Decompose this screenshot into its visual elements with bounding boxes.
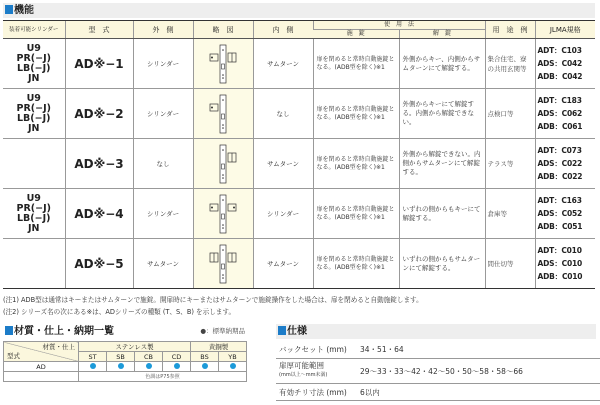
group-stainless: ステンレス製	[79, 342, 191, 352]
availability-cell	[107, 362, 135, 372]
table-row	[3, 189, 595, 239]
standard-dot-icon	[202, 363, 208, 369]
jlma-code: ADT：C073	[537, 146, 582, 155]
header-jlma: JLMA規格	[535, 21, 595, 39]
jlma-standard	[535, 139, 595, 189]
header-inner: 内 側	[253, 21, 313, 39]
unlock-method: いずれの側からもキーにて解錠する。	[399, 189, 485, 239]
outer-side: シリンダー	[133, 39, 193, 89]
outer-side: シリンダー	[133, 189, 193, 239]
jlma-code: ADB：C022	[537, 172, 583, 181]
section-marker-icon	[278, 326, 286, 335]
standard-dot-icon	[174, 363, 180, 369]
finish-bs: BS	[191, 352, 219, 362]
header-outer: 外 側	[133, 21, 193, 39]
lock-diagram-icon	[203, 142, 243, 186]
cylinder-name: JN	[28, 222, 40, 234]
cylinder-name: JN	[28, 122, 40, 134]
use-example: テラス等	[485, 139, 535, 189]
lock-diagram-icon	[203, 42, 243, 86]
spec-row	[276, 384, 600, 401]
table-row	[3, 139, 595, 189]
spec-value: 34・51・64	[360, 345, 404, 354]
section-marker-icon	[5, 326, 13, 335]
model: AD※−1	[65, 39, 133, 89]
jlma-code: ADS：C052	[537, 209, 583, 218]
finish-cd: CD	[163, 352, 191, 362]
legend-standard: ●：標準納期品	[200, 327, 245, 335]
cylinder-list	[3, 139, 65, 189]
lock-diagram	[193, 139, 253, 189]
jlma-standard	[535, 189, 595, 239]
group-brass: 黄銅製	[191, 342, 247, 352]
lock-method: 扉を閉めると常時自動施錠となる。(ADB型を除く)※1	[313, 189, 399, 239]
table-row	[3, 89, 595, 139]
jlma-code: ADB：C061	[537, 122, 583, 131]
spec-row	[276, 341, 600, 359]
function-table	[3, 20, 595, 289]
lock-method: 扉を閉めると常時自動施錠となる。(ADB型を除く)※1	[313, 89, 399, 139]
unlock-method: 外側から解錠できない。内側からサムターンにて解錠する。	[399, 139, 485, 189]
spec-label: 扉厚可能範囲	[279, 361, 324, 370]
outer-side: サムターン	[133, 239, 193, 289]
inner-side: なし	[253, 89, 313, 139]
spec-row	[276, 359, 600, 384]
standard-dot-icon	[230, 363, 236, 369]
finish-st: ST	[79, 352, 107, 362]
section-title-materials: 材質・仕上・納期一覧 ●：標準納期品	[3, 324, 247, 339]
standard-dot-icon	[146, 363, 152, 369]
jlma-code: ADS：C042	[537, 59, 583, 68]
availability-cell	[163, 362, 191, 372]
cylinder-name: LB(−J)	[17, 212, 51, 224]
corner-cell: 材質・仕上 型式	[4, 342, 79, 362]
cylinder-name: PR(−J)	[16, 202, 51, 214]
availability-cell	[191, 362, 219, 372]
model: AD※−5	[65, 239, 133, 289]
table-row	[3, 239, 595, 289]
lock-diagram	[193, 39, 253, 89]
inner-side: サムターン	[253, 39, 313, 89]
jlma-code: ADT：C010	[537, 246, 582, 255]
header-use: 用 途 例	[485, 21, 535, 39]
section-title-function: 機能	[3, 3, 595, 18]
lock-diagram	[193, 89, 253, 139]
cylinder-name: U9	[26, 42, 41, 54]
outer-side: シリンダー	[133, 89, 193, 139]
availability-cell	[79, 362, 107, 372]
cylinder-list	[3, 39, 65, 89]
lock-diagram-icon	[203, 92, 243, 136]
jlma-code: ADT：C103	[537, 46, 582, 55]
jlma-code: ADB：C010	[537, 272, 583, 281]
model-ad: AD	[4, 362, 79, 372]
lock-diagram-icon	[203, 192, 243, 236]
lock-method: 扉を閉めると常時自動施錠となる。(ADB型を除く)※1	[313, 139, 399, 189]
section-title-spec: 仕様	[276, 324, 596, 339]
cylinder-name: LB(−J)	[17, 62, 51, 74]
header-model: 型 式	[65, 21, 133, 39]
cylinder-name: LB(−J)	[17, 112, 51, 124]
standard-dot-icon	[118, 363, 124, 369]
header-lock: 施 錠	[313, 30, 399, 39]
lock-method: 扉を閉めると常時自動施錠となる。(ADB型を除く)※1	[313, 39, 399, 89]
jlma-code: ADS：C062	[537, 109, 583, 118]
use-example: 集合住宅、寮の共用玄関等	[485, 39, 535, 89]
jlma-standard	[535, 239, 595, 289]
jlma-code: ADT：C183	[537, 96, 582, 105]
standard-dot-icon	[90, 363, 96, 369]
inner-side: サムターン	[253, 239, 313, 289]
jlma-code: ADT：C163	[537, 196, 582, 205]
spec-value: 6以内	[360, 388, 380, 397]
cylinder-name: PR(−J)	[16, 52, 51, 64]
finish-sb: SB	[107, 352, 135, 362]
color-note: 色調はP75参照	[79, 372, 247, 382]
section-marker-icon	[5, 5, 13, 14]
spec-value: 29〜33・33〜42・42〜50・50〜58・58〜66	[360, 367, 523, 376]
jlma-code: ADS：C022	[537, 159, 583, 168]
spec-sublabel: (mm以上〜mm未満)	[279, 372, 328, 378]
model: AD※−2	[65, 89, 133, 139]
finish-yb: YB	[219, 352, 247, 362]
lock-diagram-icon	[203, 242, 243, 286]
jlma-code: ADS：C010	[537, 259, 583, 268]
jlma-code: ADB：C042	[537, 72, 583, 81]
lock-diagram	[193, 189, 253, 239]
cylinder-list	[3, 89, 65, 139]
spec-label: 有効チリ寸法 (mm)	[279, 388, 347, 397]
finish-cb: CB	[135, 352, 163, 362]
jlma-standard	[535, 89, 595, 139]
table-row	[3, 39, 595, 89]
cylinder-list	[3, 239, 65, 289]
unlock-method: いずれの側からもサムターンにて解錠する。	[399, 239, 485, 289]
use-example: 倉庫等	[485, 189, 535, 239]
cylinder-name: PR(−J)	[16, 102, 51, 114]
cylinder-name: U9	[26, 192, 41, 204]
header-unlock: 解 錠	[399, 30, 485, 39]
cylinder-list	[3, 189, 65, 239]
jlma-standard	[535, 39, 595, 89]
cylinder-name: U9	[26, 92, 41, 104]
note-2: (注2) シリーズ名の次にある※は、ADシリーズの種類 (T、S、B) を示します。	[3, 308, 236, 316]
note-1: (注1) ADB型は通常はキーまたはサムターンで施錠。開扉時にキーまたはサムターンで施錠操作をした場合は、扉を閉めると自動施錠します。	[3, 296, 423, 304]
jlma-code: ADB：C051	[537, 222, 583, 231]
inner-side: サムターン	[253, 139, 313, 189]
use-example: 点検口等	[485, 89, 535, 139]
model: AD※−4	[65, 189, 133, 239]
lock-method: 扉を閉めると常時自動施錠となる。(ADB型を除く)※1	[313, 239, 399, 289]
availability-cell	[135, 362, 163, 372]
header-cylinder: 装着可能シリンダー	[3, 21, 65, 39]
model: AD※−3	[65, 139, 133, 189]
use-example: 間仕切等	[485, 239, 535, 289]
inner-side: シリンダー	[253, 189, 313, 239]
cylinder-name: JN	[28, 72, 40, 84]
header-diagram: 略 図	[193, 21, 253, 39]
availability-cell	[219, 362, 247, 372]
materials-table	[3, 341, 247, 382]
unlock-method: 外側からキーにて解錠する。内側から解錠できない。	[399, 89, 485, 139]
spec-label: バックセット (mm)	[279, 345, 347, 354]
unlock-method: 外側からキー、内側からサムターンにて解錠する。	[399, 39, 485, 89]
lock-diagram	[193, 239, 253, 289]
header-usage: 使 用 法	[313, 21, 485, 30]
outer-side: なし	[133, 139, 193, 189]
